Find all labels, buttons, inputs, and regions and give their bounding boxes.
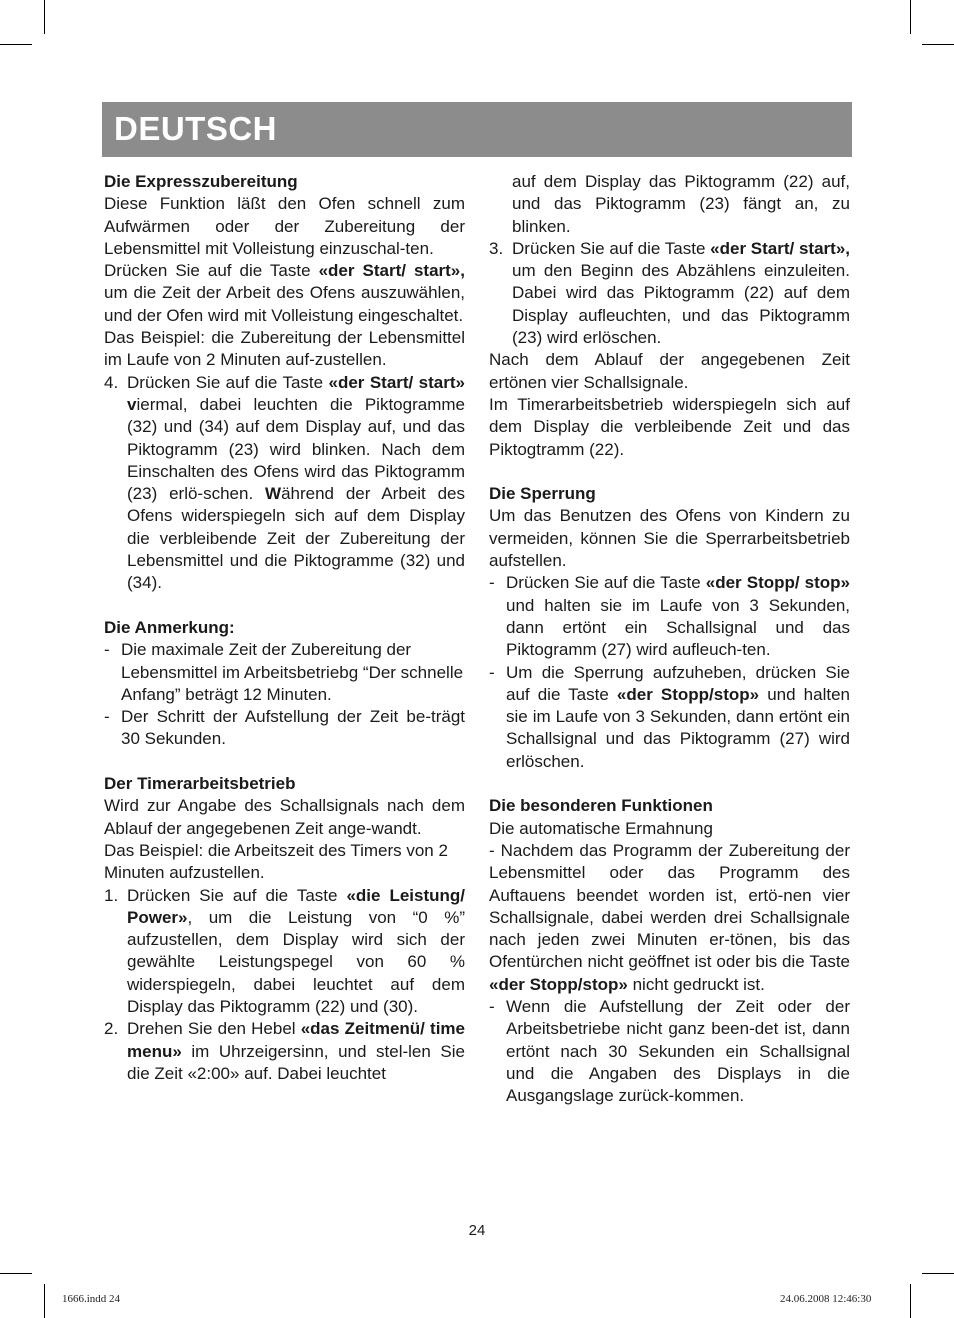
slug-date: 24.06.2008 12:46:30 [780,1293,872,1305]
special-heading: Die besonderen Funktionen [489,796,713,816]
timer-heading: Der Timerarbeitsbetrieb [104,774,296,794]
crop-mark [910,1284,911,1318]
crop-mark [44,1284,45,1318]
page-number: 24 [468,1222,486,1239]
right-column [489,171,850,1107]
special-subheading: Die automatische Ermahnung [489,818,713,838]
lock-heading: Die Sperrung [489,484,596,504]
crop-mark [922,1273,954,1274]
list-item: - Wenn die Aufstellung der Zeit oder der Arbeitsbetriebe nicht ganz been-det ist, dann ertönt nach 30 Sekunden ein Schallsignal und die Angaben des Displays in die Ausgangslage zurück-kommen. [489,996,850,1106]
slug-file: 1666.indd 24 [62,1293,121,1305]
timer-paragraph: Wird zur Angabe des Schallsignals nach dem Ablauf der angegebenen Zeit ange-wandt. [104,796,465,838]
list-item: 1. Drücken Sie auf die Taste «die Leistung/ Power», um die Leistung von “0 %” aufzustellen, dem Display wird sich der gewählte Leistungspegel von 60 % widerspiegeln, dabei leuchtet auf dem Display das Piktogramm (22) und (30). [104,885,465,1016]
timer-display-paragraph: Im Timerarbeitsbetrieb widerspiegeln sich auf dem Display die verbleibende Zeit und das Piktogtramm (22). [489,394,850,459]
list-item: 4. Drücken Sie auf die Taste «der Start/ start» viermal, dabei leuchten die Piktogramme (32) und (34) auf dem Display auf, und das Piktogramm (23) wird blinken. Nach dem Einschalten des Ofens wird das Piktogramm (23) erlö-schen. Während der Arbeit des Ofens widerspiegeln sich auf dem Display die verbleibende Zeit der Zubereitung der Lebensmittel und die Piktogramme (32) und (34). [104,372,465,593]
crop-mark [44,0,45,34]
timer-after-paragraph: Nach dem Ablauf der angegebenen Zeit ertönen vier Schallsignale. [489,350,850,392]
list-item: 3. Drücken Sie auf die Taste «der Start/ start», um den Beginn des Abzählens einzuleiten. Dabei wird das Piktogramm (22) auf dem Display aufleuchten, und das Piktogramm (23) wird erlöschen. [489,238,850,348]
list-item: 2. Drehen Sie den Hebel «das Zeitmenü/ time menu» im Uhrzeigersinn, und stel-len Sie die Zeit «2:00» auf. Dabei leuchtet [104,1019,465,1083]
express-paragraph: Diese Funktion läßt den Ofen schnell zum Aufwärmen oder der Zubereitung der Lebensmittel mit Volleistung einzuschal-ten. [104,194,465,258]
note-heading: Die Anmerkung: [104,617,235,637]
crop-mark [0,1273,32,1274]
crop-mark [0,44,32,45]
express-heading: Die Expresszubereitung [104,172,298,191]
list-item: - Um die Sperrung aufzuheben, drücken Sie auf die Taste «der Stopp/stop» und halten sie im Laufe von 3 Sekunden, dann ertönt ein Schallsignal und das Piktogramm (27) wird erlöschen. [489,662,850,771]
list-item: - Drücken Sie auf die Taste «der Stopp/ stop» und halten sie im Laufe von 3 Sekunden, dann ertönt ein Schallsignal und das Piktogramm (27) wird aufleuch-ten. [489,573,850,660]
special-paragraph: - Nachdem das Programm der Zubereitung der Lebensmittel oder das Programm des Auftauens beendet worden ist, ertö-nen vier Schallsignale, dabei werden drei Schallsignale nach jeden zwei Minuten er-tönen, bis das Ofentürchen nicht geöffnet ist oder bis die Taste «der Stopp/stop» nicht gedruckt ist. [489,840,850,994]
list-item-continued: auf dem Display das Piktogramm (22) auf, und das Piktogramm (23) fängt an, zu blinken. [512,172,850,236]
section-title: DEUTSCH [114,110,278,147]
left-column [104,171,465,1085]
timer-example: Das Beispiel: die Arbeitszeit des Timers von 2 Minuten aufzustellen. [104,840,448,883]
list-item: - Der Schritt der Aufstellung der Zeit be-trägt 30 Sekunden. [104,707,465,749]
section-header-bar [102,102,852,157]
express-instruction: Drücken Sie auf die Taste «der Start/ start», um die Zeit der Arbeit des Ofens auszuwählen, und der Ofen wird mit Volleistung eingeschaltet. [104,261,465,325]
crop-mark [922,44,954,45]
lock-paragraph: Um das Benutzen des Ofens von Kindern zu vermeiden, können Sie die Sperrarbeitsbetrieb aufstellen. [489,506,850,571]
crop-mark [910,0,911,34]
list-item: - Die maximale Zeit der Zubereitung der Lebensmittel im Arbeitsbetriebg “Der schnelle Anfang” beträgt 12 Minuten. [104,640,464,704]
express-example: Das Beispiel: die Zubereitung der Lebensmittel im Laufe von 2 Minuten auf-zustellen. [104,328,465,370]
